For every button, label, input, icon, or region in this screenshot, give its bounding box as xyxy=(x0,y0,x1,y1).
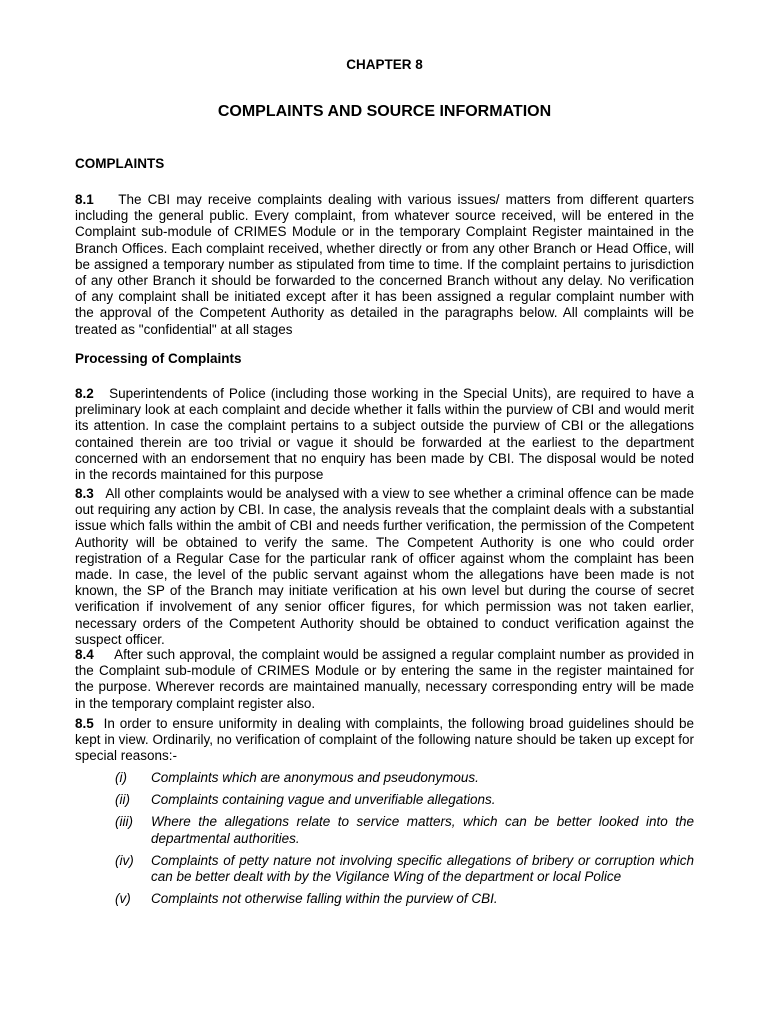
paragraph-number: 8.5 xyxy=(75,716,94,731)
list-item-number: (i) xyxy=(115,770,127,785)
list-item-number: (iii) xyxy=(115,814,133,830)
list-item-number: (v) xyxy=(115,891,131,907)
processing-heading: Processing of Complaints xyxy=(75,351,242,366)
list-item xyxy=(115,891,694,907)
list-item xyxy=(115,814,694,846)
paragraph-text: Superintendents of Police (including those working in the Special Units), are required to have a preliminary look at each complaint and decide whether it falls within the purview of CBI and would merit its attention. In case the complaint pertains to a subject outside the purview of CBI or the allegations contained therein are too trivial or vague it should be forwarded at the earliest to the department concerned with an endorsement that no enquiry has been made by CBI. The disposal would be noted in the records maintained for this purpose xyxy=(75,386,694,483)
paragraph-number: 8.3 xyxy=(75,486,94,501)
list-item-number: (iv) xyxy=(115,852,134,868)
chapter-label: CHAPTER 8 xyxy=(346,57,423,72)
paragraph-8-4 xyxy=(75,647,694,712)
list-item-text: Complaints of petty nature not involving specific allegations of bribery or corruption which can be better dealt with by the Vigilance Wing of the department or local Police xyxy=(151,852,694,885)
list-item xyxy=(115,792,694,808)
list-item-text: Complaints containing vague and unverifiable allegations. xyxy=(151,792,496,808)
paragraph-text: The CBI may receive complaints dealing with various issues/ matters from different quarters including the general public. Every complaint, from whatever source received, will be entered in the Complaint sub-module of CRIMES Module or in the temporary Complaint Register maintained in the Branch Offices. Each complaint received, whether directly or from any other Branch or Head Office, will be assigned a temporary number as stipulated from time to time. If the complaint pertains to jurisdiction of any other Branch it should be forwarded to the concerned Branch without any delay. No verification of any complaint shall be initiated except after it has been assigned a regular complaint number with the approval of the Competent Authority as detailed in the paragraphs below. All complaints will be treated as "confidential" at all stages xyxy=(75,192,694,337)
paragraph-8-1 xyxy=(75,192,694,338)
paragraph-8-2 xyxy=(75,386,694,483)
list-item-text: Complaints which are anonymous and pseudonymous. xyxy=(151,770,479,785)
list-item-text: Complaints not otherwise falling within the purview of CBI. xyxy=(151,891,498,907)
paragraph-8-5 xyxy=(75,716,694,765)
paragraph-8-3 xyxy=(75,486,694,648)
guidelines-list xyxy=(115,770,694,913)
paragraph-number: 8.2 xyxy=(75,386,94,401)
paragraph-number: 8.4 xyxy=(75,647,94,662)
list-item xyxy=(115,853,694,885)
list-item-text: Where the allegations relate to service matters, which can be better looked into the departmental authorities. xyxy=(151,814,694,846)
paragraph-text: After such approval, the complaint would be assigned a regular complaint number as provided in the Complaint sub-module of CRIMES Module or by entering the same in the register maintained for the purpose. Wherever records are maintained manually, necessary corresponding entry will be made in the temporary complaint register also. xyxy=(75,647,694,711)
complaints-heading: COMPLAINTS xyxy=(75,156,165,171)
paragraph-number: 8.1 xyxy=(75,192,94,207)
paragraph-text: In order to ensure uniformity in dealing with complaints, the following broad guidelines should be kept in view. Ordinarily, no verification of complaint of the following nature should be taken up except for special reasons:- xyxy=(75,716,694,764)
list-item xyxy=(115,770,694,786)
paragraph-text: All other complaints would be analysed with a view to see whether a criminal offence can be made out requiring any action by CBI. In case, the analysis reveals that the complaint deals with a substantial issue which falls within the ambit of CBI and needs further verification, the permission of the Competent Authority will be obtained to verify the same. The Competent Authority is one who could order registration of a Regular Case for the particular rank of officer against whom the complaint has been made. In case, the level of the public servant against whom the allegations have been made is not known, the SP of the Branch may initiate verification at his own level but during the course of secret verification if involvement of any senior officer figures, for which permission was not taken earlier, necessary orders of the Competent Authority should be obtained to conduct verification against the suspect officer. xyxy=(75,486,694,647)
chapter-title: COMPLAINTS AND SOURCE INFORMATION xyxy=(217,103,552,120)
list-item-number: (ii) xyxy=(115,792,130,808)
